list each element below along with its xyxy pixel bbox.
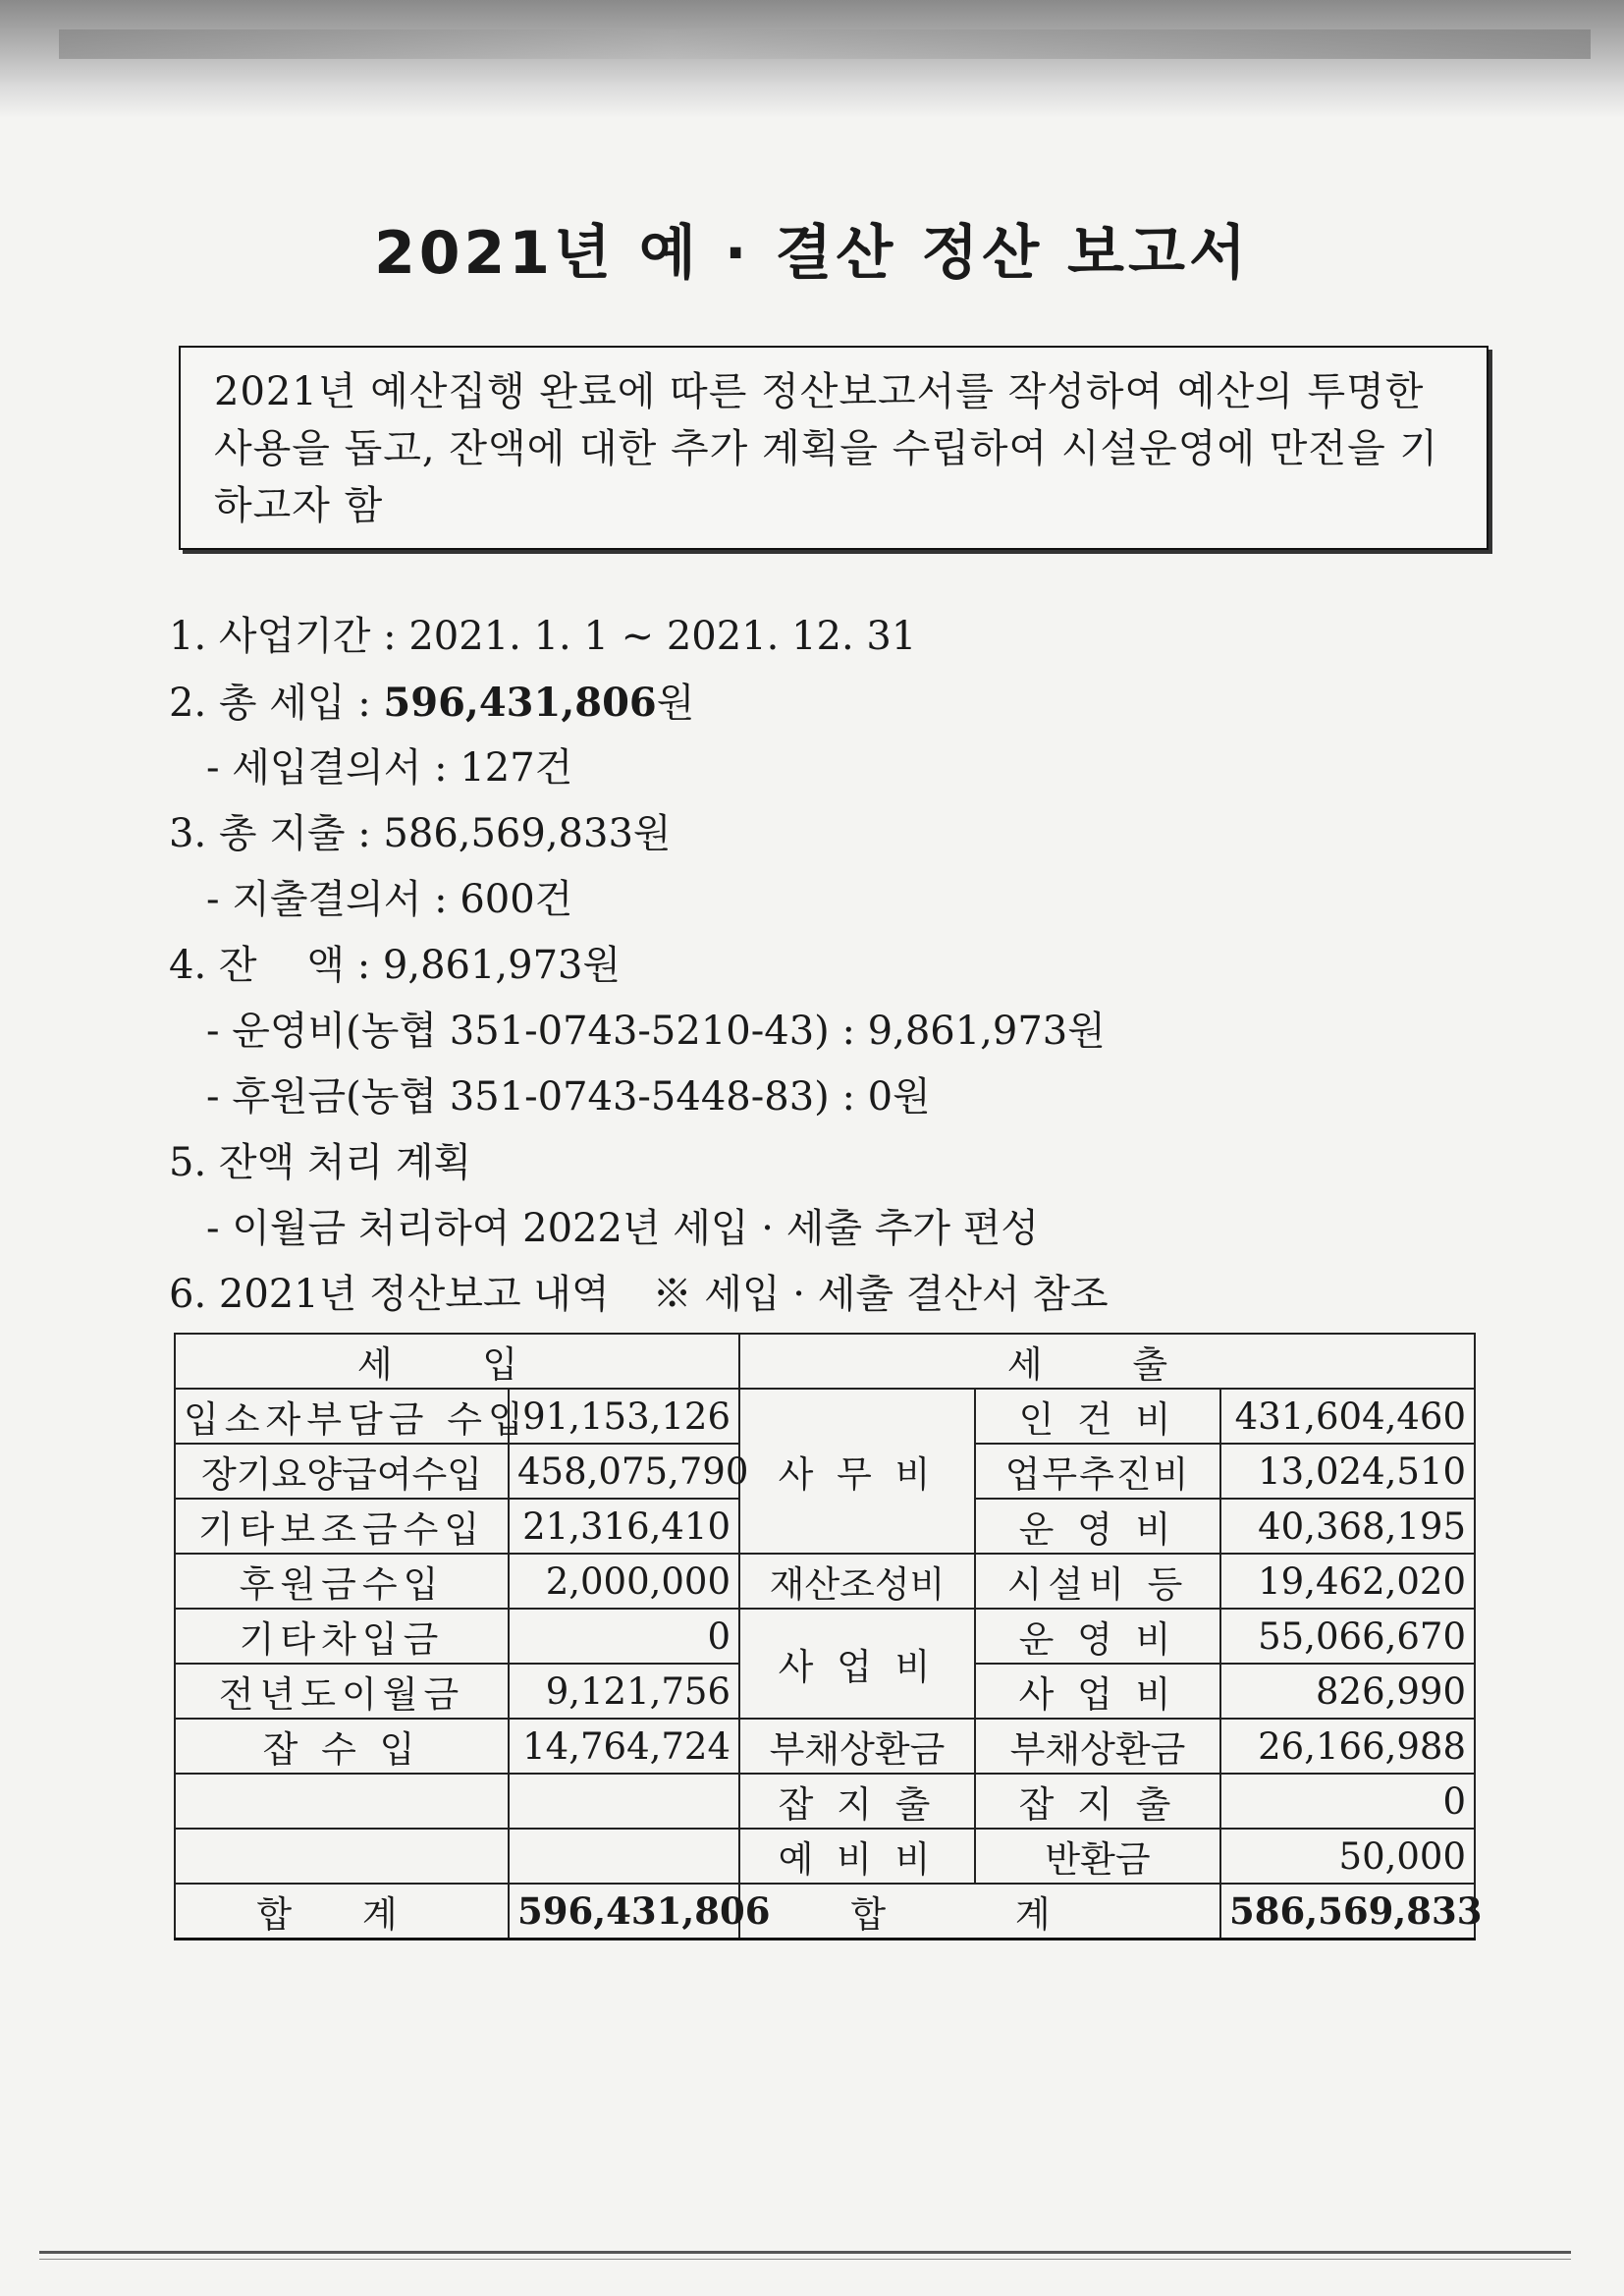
- expenditure-amount-cell: 0: [1220, 1774, 1475, 1829]
- item-plan: 5. 잔액 처리 계획: [169, 1140, 472, 1185]
- table-row: [175, 1829, 1475, 1884]
- revenue-amount-cell: 0: [509, 1609, 739, 1664]
- expenditure-header: 세 출: [739, 1334, 1475, 1389]
- table-row: [175, 1389, 1475, 1444]
- item-expenditure-resolutions: - 지출결의서 : 600건: [206, 877, 573, 922]
- item-balance: 4. 잔 액 : 9,861,973원: [169, 943, 622, 988]
- scan-shadow-band: [0, 0, 1624, 118]
- revenue-total-amount: 596,431,806: [509, 1884, 739, 1940]
- expenditure-amount-cell: 40,368,195: [1220, 1499, 1475, 1554]
- expenditure-group-cell: 사 업 비: [739, 1609, 975, 1719]
- revenue-header: 세 입: [175, 1334, 739, 1389]
- table-row: [175, 1609, 1475, 1664]
- details-note: ※ 세입 · 세출 결산서 참조: [652, 1272, 1109, 1317]
- revenue-label-cell: 잡 수 입: [175, 1719, 509, 1774]
- item-details: [169, 1262, 1543, 1328]
- expenditure-total-label: 합 계: [739, 1884, 1220, 1940]
- bottom-rule: [39, 2251, 1571, 2254]
- revenue-label-cell: [175, 1829, 509, 1884]
- revenue-total-label: 합 계: [175, 1884, 509, 1940]
- expenditure-amount-cell: 826,990: [1220, 1664, 1475, 1719]
- expenditure-amount-cell: 55,066,670: [1220, 1609, 1475, 1664]
- revenue-amount-cell: 2,000,000: [509, 1554, 739, 1609]
- item-period: 1. 사업기간 : 2021. 1. 1 ~ 2021. 12. 31: [169, 614, 917, 659]
- bottom-rule-thin: [39, 2259, 1571, 2260]
- details-heading: 6. 2021년 정산보고 내역: [169, 1272, 610, 1317]
- settlement-table: [174, 1333, 1483, 1941]
- expenditure-amount-cell: 50,000: [1220, 1829, 1475, 1884]
- revenue-label-cell: 후원금수입: [175, 1554, 509, 1609]
- revenue-label-cell: 장기요양급여수입: [175, 1444, 509, 1499]
- expenditure-item-cell: 운 영 비: [975, 1499, 1220, 1554]
- revenue-label: 2. 총 세입 :: [169, 681, 384, 726]
- revenue-amount-cell: 458,075,790: [509, 1444, 739, 1499]
- item-revenue-resolutions: - 세입결의서 : 127건: [206, 745, 573, 791]
- revenue-amount-cell: [509, 1829, 739, 1884]
- revenue-amount: 596,431,806: [383, 680, 657, 726]
- expenditure-group-cell: 재산조성비: [739, 1554, 975, 1609]
- item-plan-detail: - 이월금 처리하여 2022년 세입 · 세출 추가 편성: [206, 1206, 1039, 1251]
- revenue-label-cell: [175, 1774, 509, 1829]
- purpose-text: 2021년 예산집행 완료에 따른 정산보고서를 작성하여 예산의 투명한 사용을 돕고, 잔액에 대한 추가 계획을 수립하여 시설운영에 만전을 기하고자 함: [214, 369, 1439, 528]
- expenditure-item-cell: 사 업 비: [975, 1664, 1220, 1719]
- expenditure-item-cell: 잡 지 출: [975, 1774, 1220, 1829]
- revenue-amount-cell: 14,764,724: [509, 1719, 739, 1774]
- revenue-label-cell: 입소자부담금 수입: [175, 1389, 509, 1444]
- revenue-unit: 원: [656, 681, 695, 726]
- expenditure-amount-cell: 19,462,020: [1220, 1554, 1475, 1609]
- document-title: 2021년 예 · 결산 정산 보고서: [374, 219, 1250, 288]
- table-row: [175, 1719, 1475, 1774]
- revenue-amount-cell: 9,121,756: [509, 1664, 739, 1719]
- revenue-label-cell: 기타차입금: [175, 1609, 509, 1664]
- table-row: [175, 1554, 1475, 1609]
- purpose-box: [179, 346, 1489, 550]
- table-row: [175, 1774, 1475, 1829]
- expenditure-item-cell: 부채상환금: [975, 1719, 1220, 1774]
- expenditure-item-cell: 반환금: [975, 1829, 1220, 1884]
- scan-streak: [59, 29, 1591, 59]
- expenditure-total-amount: 586,569,833: [1220, 1884, 1475, 1940]
- item-total-expenditure: 3. 총 지출 : 586,569,833원: [169, 811, 672, 856]
- revenue-amount-cell: [509, 1774, 739, 1829]
- item-total-revenue: [169, 670, 1543, 736]
- expenditure-amount-cell: 26,166,988: [1220, 1719, 1475, 1774]
- expenditure-item-cell: 인 건 비: [975, 1389, 1220, 1444]
- expenditure-group-cell: 예 비 비: [739, 1829, 975, 1884]
- revenue-label-cell: 전년도이월금: [175, 1664, 509, 1719]
- expenditure-group-cell: 사 무 비: [739, 1389, 975, 1554]
- item-balance-donation: - 후원금(농협 351-0743-5448-83) : 0원: [206, 1074, 931, 1120]
- expenditure-amount-cell: 431,604,460: [1220, 1389, 1475, 1444]
- expenditure-item-cell: 운 영 비: [975, 1609, 1220, 1664]
- expenditure-item-cell: 시설비 등: [975, 1554, 1220, 1609]
- revenue-amount-cell: 91,153,126: [509, 1389, 739, 1444]
- revenue-amount-cell: 21,316,410: [509, 1499, 739, 1554]
- expenditure-group-cell: 잡 지 출: [739, 1774, 975, 1829]
- expenditure-amount-cell: 13,024,510: [1220, 1444, 1475, 1499]
- revenue-label-cell: 기타보조금수입: [175, 1499, 509, 1554]
- report-items: [169, 604, 1543, 1328]
- expenditure-item-cell: 업무추진비: [975, 1444, 1220, 1499]
- item-balance-operating: - 운영비(농협 351-0743-5210-43) : 9,861,973원: [206, 1009, 1106, 1054]
- table-total-row: [175, 1884, 1475, 1940]
- expenditure-group-cell: 부채상환금: [739, 1719, 975, 1774]
